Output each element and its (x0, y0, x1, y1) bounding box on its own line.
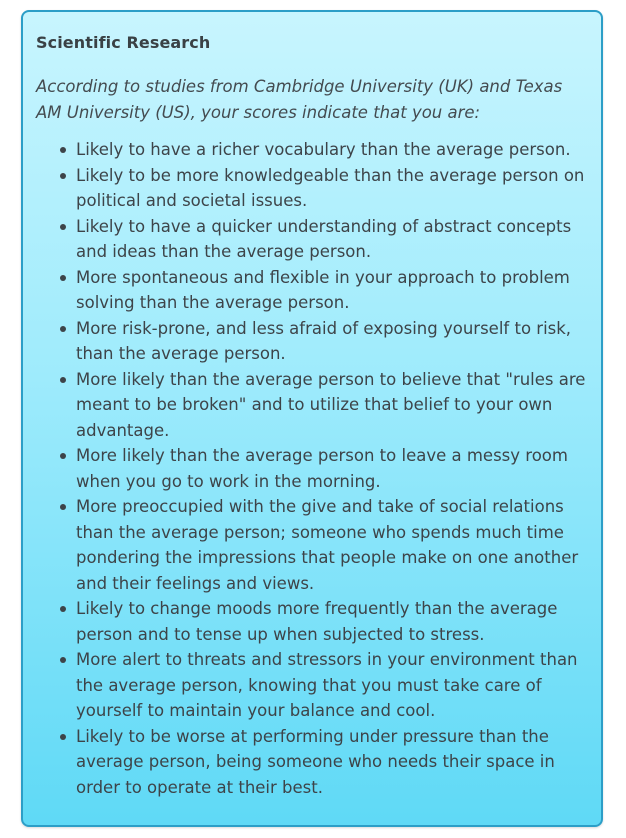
list-item-text: Likely to have a quicker understanding of abstract concepts and ideas than the average person. (76, 216, 572, 261)
list-item (76, 163, 595, 214)
list-item-text: More likely than the average person to believe that "rules are meant to be broken" and to utilize that belief to your own advantage. (76, 369, 586, 440)
list-item (76, 596, 595, 647)
bullet-icon (60, 606, 66, 612)
list-item-text: More risk-prone, and less afraid of exposing yourself to risk, than the average person. (76, 318, 572, 363)
list-item (76, 367, 595, 444)
list-item-text: Likely to have a richer vocabulary than the average person. (76, 140, 571, 159)
list-item (76, 494, 595, 596)
list-item (76, 316, 595, 367)
list-item (76, 137, 595, 163)
list-item-text: More likely than the average person to leave a messy room when you go to work in the morning. (76, 446, 568, 491)
card-title: Scientific Research (36, 33, 211, 52)
list-item (76, 724, 595, 801)
list-item (76, 647, 595, 724)
list-item (76, 443, 595, 494)
list-item-text: Likely to be more knowledgeable than the average person on political and societal issues. (76, 165, 585, 210)
bullet-icon (60, 224, 66, 230)
list-item-text: More preoccupied with the give and take of social relations than the average person; someone who spends much time pondering the impressions that people make on one another and their feelings and views. (76, 497, 579, 593)
bullet-icon (60, 326, 66, 332)
list-item (76, 214, 595, 265)
list-item-text: More spontaneous and flexible in your approach to problem solving than the average person. (76, 267, 570, 312)
bullet-icon (60, 657, 66, 663)
findings-list (76, 137, 595, 800)
bullet-icon (60, 275, 66, 281)
bullet-icon (60, 734, 66, 740)
bullet-icon (60, 173, 66, 179)
list-item-text: Likely to change moods more frequently than the average person and to tense up when subjected to stress. (76, 599, 558, 644)
bullet-icon (60, 377, 66, 383)
intro-text: According to studies from Cambridge University (UK) and Texas AM University (US), your scores indicate that you are: (36, 77, 563, 122)
bullet-icon (60, 504, 66, 510)
list-item-text: More alert to threats and stressors in your environment than the average person, knowing that you must take care of yourself to maintain your balance and cool. (76, 650, 578, 720)
list-item (76, 265, 595, 316)
list-item-text: Likely to be worse at performing under pressure than the average person, being someone who needs their space in order to operate at their best. (76, 726, 555, 797)
bullet-icon (60, 453, 66, 459)
bullet-icon (60, 147, 66, 153)
scientific-research-card (21, 10, 603, 827)
